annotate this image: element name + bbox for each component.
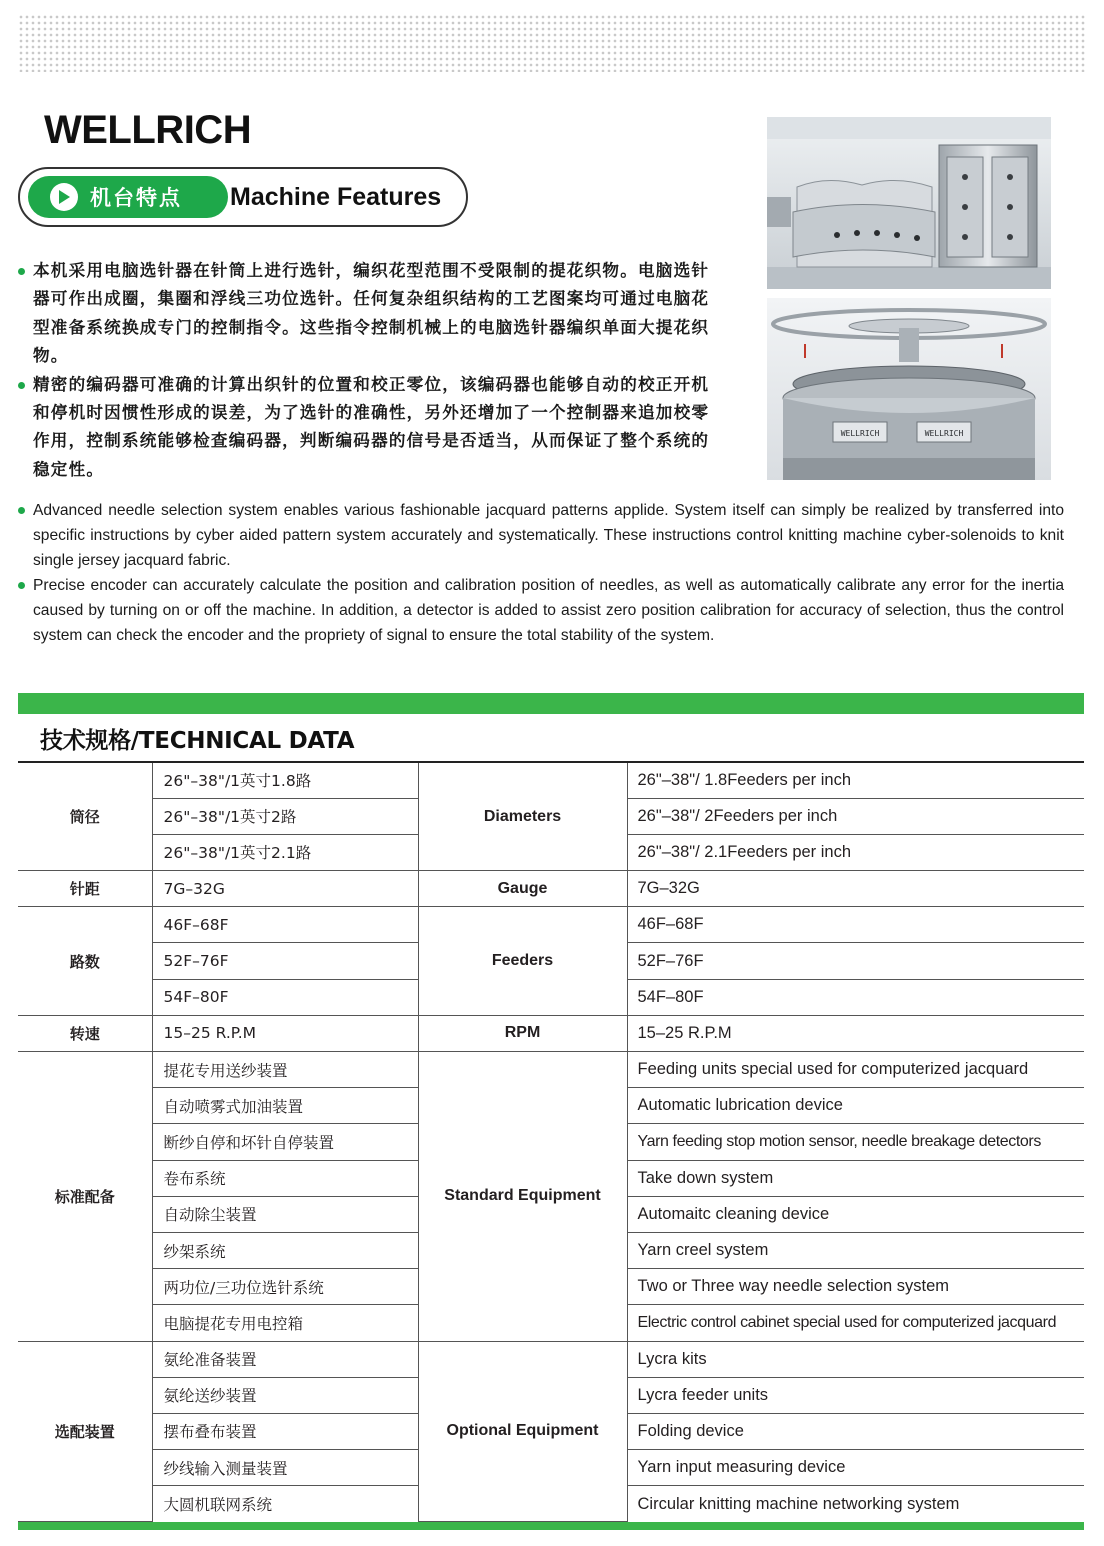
table-row (18, 1015, 1084, 1051)
spec-value-en: Two or Three way needle selection system (627, 1269, 1084, 1305)
machine-badge-text: WELLRICH (840, 429, 880, 438)
spec-label-cn: 路数 (18, 907, 152, 1016)
bullet-icon (18, 507, 25, 514)
technical-data-title: 技术规格/TECHNICAL DATA (40, 728, 355, 754)
spec-label-en: Gauge (418, 871, 627, 907)
feature-paragraph-en: Precise encoder can accurately calculate the position and calibration position of needles, as well as automatically calibrate any error for the inertia caused by turning on or off the machine. In addition, a detector is added to assist zero position calibration for accuracy of selection, thus the control system can check the encoder and the propriety of signal to ensure the total stability of the system. (18, 573, 1064, 648)
features-title-en: Machine Features (230, 183, 442, 211)
spec-value-cn: 纱线输入测量装置 (152, 1450, 418, 1486)
spec-value-cn: 自动喷雾式加油装置 (152, 1088, 418, 1124)
feature-paragraph-cn: 本机采用电脑选针器在针筒上进行选针，编织花型范围不受限制的提花织物。电脑选针器可作出成圈，集圈和浮线三功位选针。任何复杂组织结构的工艺图案均可通过电脑花型准备系统换成专门的控制指令。这些指令控制机械上的电脑选针器编织单面大提花织物。 (18, 257, 726, 371)
spec-value-cn: 46F–68F (152, 907, 418, 943)
spec-label-en: Feeders (418, 907, 627, 1016)
spec-value-en: Take down system (627, 1160, 1084, 1196)
spec-value-en: 26"–38"/ 1.8Feeders per inch (627, 762, 1084, 798)
spec-value-en: Automaitc cleaning device (627, 1196, 1084, 1232)
spec-value-cn: 54F–80F (152, 979, 418, 1015)
spec-value-en: Circular knitting machine networking system (627, 1486, 1084, 1522)
spec-value-cn: 断纱自停和坏针自停装置 (152, 1124, 418, 1160)
spec-value-cn: 26"–38"/1英寸2.1路 (152, 834, 418, 870)
features-title-cn: 机台特点 (90, 186, 182, 210)
play-icon (50, 183, 78, 211)
features-en-text (18, 498, 1064, 648)
bullet-icon (18, 382, 25, 389)
spec-value-en: 54F–80F (627, 979, 1084, 1015)
features-heading (18, 167, 468, 227)
bullet-icon (18, 582, 25, 589)
spec-value-cn: 26"–38"/1英寸1.8路 (152, 762, 418, 798)
table-row (18, 762, 1084, 798)
spec-value-en: Feeding units special used for computerized jacquard (627, 1052, 1084, 1088)
features-cn-text (18, 257, 726, 484)
spec-label-cn: 针距 (18, 871, 152, 907)
spec-value-en: 52F–76F (627, 943, 1084, 979)
spec-value-cn: 两功位/三功位选针系统 (152, 1269, 418, 1305)
feature-paragraph-en: Advanced needle selection system enables various fashionable jacquard patterns applide. System itself can simply be realized by transferred into specific instructions by cyber aided pattern system accurately and systematically. These instructions control knitting machine cyber-solenoids to knit single jersey jacquard fabric. (18, 498, 1064, 573)
spec-label-en: RPM (418, 1015, 627, 1051)
spec-value-cn: 氨纶送纱装置 (152, 1377, 418, 1413)
spec-label-en: Standard Equipment (418, 1052, 627, 1342)
spec-label-cn: 转速 (18, 1015, 152, 1051)
brand-logo-text: WELLRICH (44, 108, 252, 152)
spec-value-cn: 纱架系统 (152, 1232, 418, 1268)
section-divider-bar (18, 693, 1084, 714)
spec-value-en: 46F–68F (627, 907, 1084, 943)
feature-paragraph-cn: 精密的编码器可准确的计算出织针的位置和校正零位，该编码器也能够自动的校正开机和停机时因惯性形成的误差，为了选针的准确性，另外还增加了一个控制器来追加校零作用，控制系统能够检查编码器，判断编码器的信号是否适当，从而保证了整个系统的稳定性。 (18, 371, 726, 485)
dotted-header-pattern (18, 14, 1086, 72)
spec-value-cn: 7G–32G (152, 871, 418, 907)
table-row (18, 1341, 1084, 1377)
spec-value-cn: 52F–76F (152, 943, 418, 979)
spec-value-en: Folding device (627, 1413, 1084, 1449)
spec-value-en: Yarn feeding stop motion sensor, needle breakage detectors (627, 1124, 1084, 1160)
spec-label-cn: 筒径 (18, 762, 152, 871)
spec-value-en: Lycra kits (627, 1341, 1084, 1377)
spec-value-en: Yarn creel system (627, 1232, 1084, 1268)
needle-selector-photo (767, 117, 1051, 289)
spec-label-cn: 选配装置 (18, 1341, 152, 1522)
spec-value-cn: 自动除尘装置 (152, 1196, 418, 1232)
spec-value-cn: 大圆机联网系统 (152, 1486, 418, 1522)
spec-value-en: Lycra feeder units (627, 1377, 1084, 1413)
table-row (18, 907, 1084, 943)
spec-label-cn: 标准配备 (18, 1052, 152, 1342)
spec-value-en: Yarn input measuring device (627, 1450, 1084, 1486)
spec-value-en: Automatic lubrication device (627, 1088, 1084, 1124)
spec-label-en: Optional Equipment (418, 1341, 627, 1522)
spec-value-en: 7G–32G (627, 871, 1084, 907)
spec-label-en: Diameters (418, 762, 627, 871)
table-row (18, 1052, 1084, 1088)
machine-badge-text: WELLRICH (924, 429, 964, 438)
spec-value-cn: 摆布叠布装置 (152, 1413, 418, 1449)
footer-bar (18, 1522, 1084, 1530)
spec-value-en: Electric control cabinet special used for computerized jacquard (627, 1305, 1084, 1341)
spec-value-en: 26"–38"/ 2Feeders per inch (627, 798, 1084, 834)
spec-value-cn: 26"–38"/1英寸2路 (152, 798, 418, 834)
spec-value-cn: 15–25 R.P.M (152, 1015, 418, 1051)
spec-value-cn: 提花专用送纱装置 (152, 1052, 418, 1088)
spec-value-en: 15–25 R.P.M (627, 1015, 1084, 1051)
features-heading-cn (28, 176, 228, 218)
technical-data-table (18, 761, 1084, 1522)
table-row (18, 871, 1084, 907)
spec-value-cn: 卷布系统 (152, 1160, 418, 1196)
spec-value-cn: 电脑提花专用电控箱 (152, 1305, 418, 1341)
spec-value-en: 26"–38"/ 2.1Feeders per inch (627, 834, 1084, 870)
knitting-machine-photo (767, 298, 1051, 480)
bullet-icon (18, 268, 25, 275)
spec-value-cn: 氨纶准备装置 (152, 1341, 418, 1377)
